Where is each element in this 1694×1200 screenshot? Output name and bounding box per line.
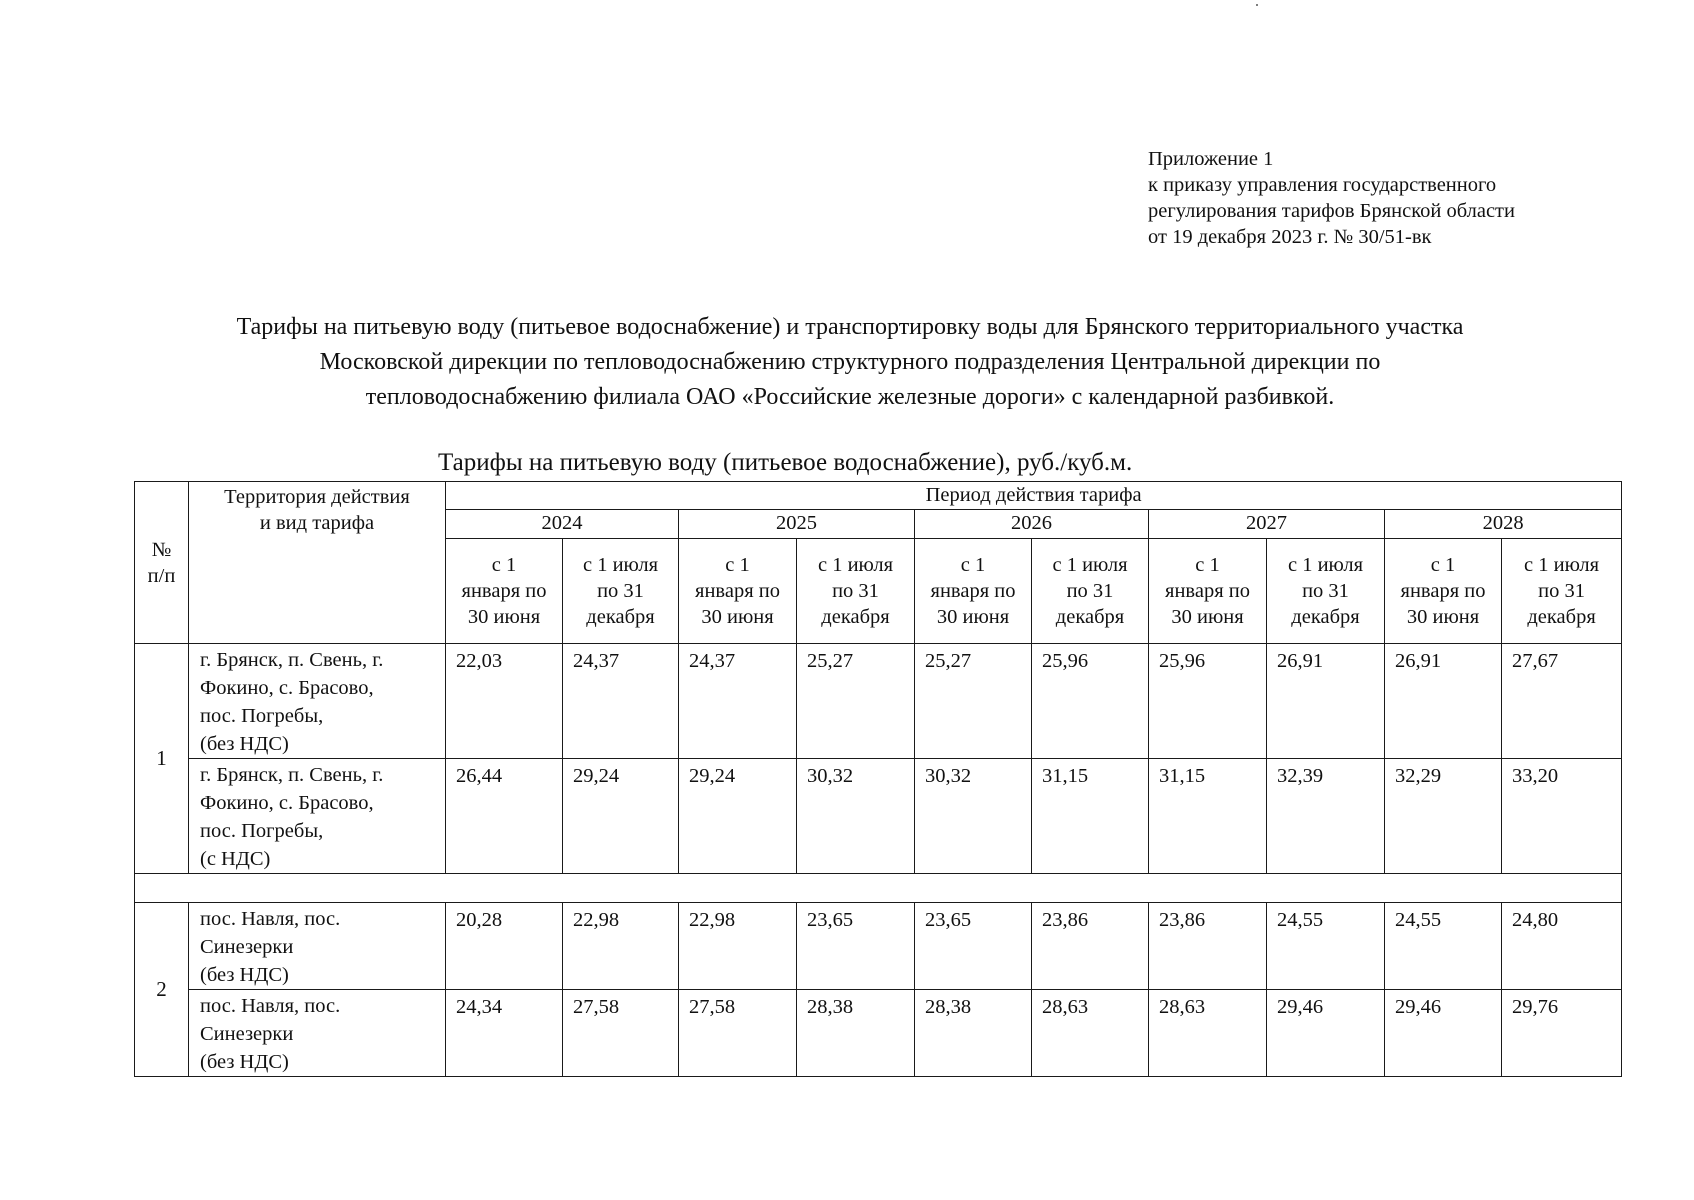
territory-cell	[189, 990, 446, 1077]
tariff-value-cell: 29,46	[1385, 990, 1502, 1077]
tariff-value-cell: 24,34	[446, 990, 563, 1077]
tariff-value-cell: 31,15	[1032, 759, 1149, 874]
period-second-half-header	[1267, 539, 1385, 644]
row-number: 2	[135, 903, 189, 1077]
header-text: по 31	[1302, 580, 1349, 602]
year-header: 2024	[446, 510, 679, 539]
header-text: января по	[1165, 580, 1250, 602]
tariff-value-cell: 24,80	[1502, 903, 1622, 990]
tariff-value-cell: 24,55	[1385, 903, 1502, 990]
tariff-value-cell: 30,32	[797, 759, 915, 874]
header-text: декабря	[1055, 606, 1125, 628]
tariff-table-body	[135, 644, 1622, 1077]
tariff-value-cell: 22,98	[679, 903, 797, 990]
territory-line: Синезерки	[200, 936, 294, 958]
tariff-value-cell: 26,91	[1267, 644, 1385, 759]
appendix-note	[1148, 146, 1515, 250]
header-text: 30 июня	[1406, 606, 1480, 628]
territory-line: пос. Навля, пос.	[200, 995, 341, 1017]
header-text: по 31	[1066, 580, 1114, 602]
scan-speck	[1256, 4, 1258, 6]
year-header: 2027	[1149, 510, 1385, 539]
tariff-value-cell: 20,28	[446, 903, 563, 990]
territory-line: Синезерки	[200, 1023, 294, 1045]
column-header-period: Период действия тарифа	[446, 482, 1622, 510]
territory-line: пос. Навля, пос.	[200, 908, 341, 930]
table-caption: Тарифы на питьевую воду (питьевое водоснабжение), руб./куб.м.	[438, 449, 1133, 476]
tariff-value-cell: 32,29	[1385, 759, 1502, 874]
period-first-half-header	[1149, 539, 1267, 644]
territory-line: (без НДС)	[200, 1051, 289, 1073]
table-row	[135, 644, 1622, 759]
tariff-value-cell: 25,27	[797, 644, 915, 759]
header-text: №	[151, 538, 172, 561]
header-text: января по	[1400, 580, 1486, 602]
tariff-value-cell: 23,65	[915, 903, 1032, 990]
tariff-value-cell: 24,37	[563, 644, 679, 759]
header-text: января по	[461, 580, 547, 602]
year-header: 2028	[1385, 510, 1622, 539]
period-first-half-header	[446, 539, 563, 644]
header-text: с 1 июля	[1524, 554, 1600, 576]
header-text: с 1 июля	[1052, 554, 1128, 576]
header-text: с 1	[491, 554, 517, 576]
header-text: с 1	[960, 554, 986, 576]
table-row	[135, 990, 1622, 1077]
tariff-value-cell: 29,46	[1267, 990, 1385, 1077]
header-text: по 31	[597, 580, 644, 602]
title-line: Тарифы на питьевую воду (питьевое водоснабжение) и транспортировку воды для Брянского территориального участка	[236, 314, 1464, 340]
tariff-value-cell: 27,58	[563, 990, 679, 1077]
tariff-value-cell: 30,32	[915, 759, 1032, 874]
header-text: с 1 июля	[582, 554, 659, 576]
territory-cell	[189, 903, 446, 990]
territory-line: г. Брянск, п. Свень, г.	[200, 764, 384, 786]
header-text: и вид тарифа	[259, 512, 375, 534]
document-title	[80, 310, 1620, 415]
period-first-half-header	[915, 539, 1032, 644]
tariff-value-cell: 25,27	[915, 644, 1032, 759]
title-line: тепловодоснабжению филиала ОАО «Российские железные дороги» с календарной разбивкой.	[365, 384, 1335, 410]
tariff-value-cell: 22,98	[563, 903, 679, 990]
territory-line: г. Брянск, п. Свень, г.	[200, 649, 384, 671]
header-text: декабря	[1527, 606, 1596, 628]
period-first-half-header	[1385, 539, 1502, 644]
tariff-value-cell: 28,38	[797, 990, 915, 1077]
tariff-table	[134, 481, 1622, 1077]
territory-line: Фокино, с. Брасово,	[200, 792, 374, 814]
territory-line: Фокино, с. Брасово,	[200, 677, 374, 699]
header-text: декабря	[1291, 606, 1360, 628]
header-text: по 31	[1538, 580, 1585, 602]
tariff-value-cell: 32,39	[1267, 759, 1385, 874]
header-text: с 1 июля	[817, 554, 894, 576]
separator-cell	[135, 874, 1622, 903]
tariff-value-cell: 26,91	[1385, 644, 1502, 759]
column-header-number	[135, 482, 189, 644]
table-row	[135, 759, 1622, 874]
year-header: 2026	[915, 510, 1149, 539]
header-text: с 1	[1195, 554, 1220, 576]
header-text: января по	[695, 580, 780, 602]
territory-line: (с НДС)	[200, 848, 271, 870]
period-second-half-header	[1032, 539, 1149, 644]
period-second-half-header	[1502, 539, 1622, 644]
territory-line: (без НДС)	[200, 964, 289, 986]
appendix-line: регулирования тарифов Брянской области	[1148, 200, 1515, 222]
tariff-value-cell: 29,24	[563, 759, 679, 874]
tariff-value-cell: 22,03	[446, 644, 563, 759]
table-row	[135, 903, 1622, 990]
header-text: 30 июня	[1171, 606, 1244, 628]
row-number: 1	[135, 644, 189, 874]
tariff-value-cell: 23,65	[797, 903, 915, 990]
tariff-value-cell: 29,76	[1502, 990, 1622, 1077]
header-text: января по	[930, 580, 1016, 602]
header-text: с 1 июля	[1287, 554, 1364, 576]
tariff-value-cell: 28,63	[1149, 990, 1267, 1077]
header-text: Территория действия	[224, 486, 410, 508]
tariff-value-cell: 28,63	[1032, 990, 1149, 1077]
tariff-value-cell: 33,20	[1502, 759, 1622, 874]
header-text: 30 июня	[936, 606, 1010, 628]
tariff-value-cell: 25,96	[1032, 644, 1149, 759]
period-second-half-header	[563, 539, 679, 644]
territory-line: пос. Погребы,	[200, 705, 324, 727]
header-text: с 1	[1430, 554, 1456, 576]
period-second-half-header	[797, 539, 915, 644]
territory-cell	[189, 759, 446, 874]
appendix-line: Приложение 1	[1148, 148, 1274, 170]
header-text: декабря	[821, 606, 890, 628]
column-header-territory	[189, 482, 446, 644]
tariff-value-cell: 31,15	[1149, 759, 1267, 874]
period-first-half-header	[679, 539, 797, 644]
appendix-line: к приказу управления государственного	[1148, 174, 1497, 196]
year-header: 2025	[679, 510, 915, 539]
tariff-value-cell: 24,37	[679, 644, 797, 759]
tariff-value-cell: 28,38	[915, 990, 1032, 1077]
header-text: декабря	[586, 606, 655, 628]
header-text: по 31	[832, 580, 879, 602]
territory-line: пос. Погребы,	[200, 820, 324, 842]
territory-line: (без НДС)	[200, 733, 289, 755]
territory-cell	[189, 644, 446, 759]
separator-row	[135, 874, 1622, 903]
tariff-value-cell: 23,86	[1032, 903, 1149, 990]
title-line: Московской дирекции по тепловодоснабжению структурного подразделения Центральной дирекции по	[319, 349, 1381, 375]
tariff-value-cell: 29,24	[679, 759, 797, 874]
header-text: 30 июня	[701, 606, 774, 628]
tariff-value-cell: 24,55	[1267, 903, 1385, 990]
tariff-value-cell: 26,44	[446, 759, 563, 874]
header-text: 30 июня	[467, 606, 541, 628]
header-text: п/п	[147, 564, 176, 587]
tariff-value-cell: 27,58	[679, 990, 797, 1077]
appendix-line: от 19 декабря 2023 г. № 30/51-вк	[1148, 226, 1432, 248]
tariff-value-cell: 27,67	[1502, 644, 1622, 759]
tariff-value-cell: 25,96	[1149, 644, 1267, 759]
tariff-value-cell: 23,86	[1149, 903, 1267, 990]
header-text: с 1	[725, 554, 750, 576]
